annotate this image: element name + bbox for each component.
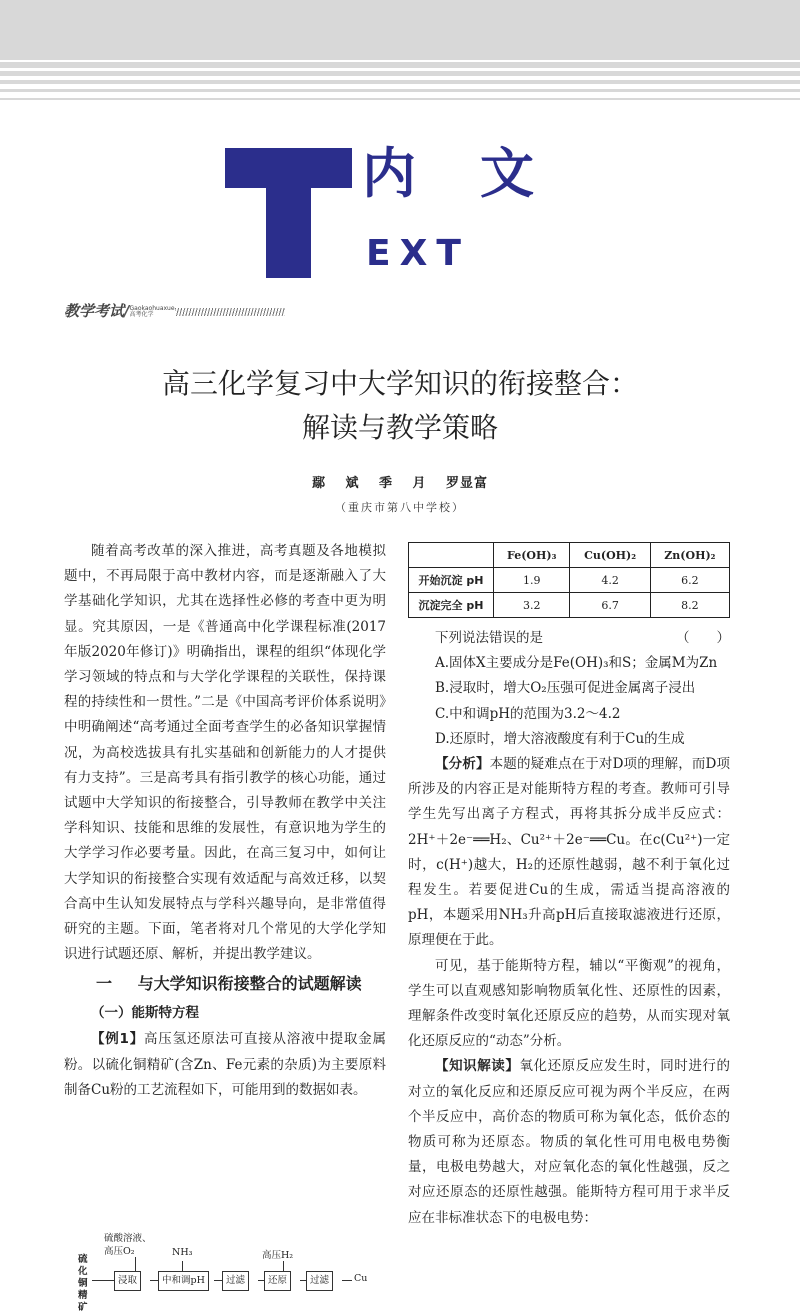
- analysis-text: 本题的疑难点在于对D项的理解，而D项所涉及的内容正是对能斯特方程的考查。教师可引导学生先写出离子方程式，再将其拆分成半反应式：2H⁺＋2e⁻══H₂、Cu²⁺＋2e⁻══Cu。在c(Cu²⁺)一定时，c(H⁺)越大，H₂的还原性越弱，越不利于氧化过程发生。若要促进Cu的生成，需适当提高溶液的pH，本题采用NH₃升高pH后直接取滤液进行还原，原理便在于此。: [408, 756, 730, 949]
- table-header-cell: Zn(OH)₂: [650, 543, 729, 568]
- table-cell: 6.7: [570, 593, 650, 618]
- article-title: [0, 362, 800, 450]
- flow-step-reduce: 还原: [264, 1271, 291, 1291]
- table-header-row: [409, 543, 730, 568]
- flow-step-filter-2: 过滤: [306, 1271, 333, 1291]
- knowledge-paragraph: [408, 1054, 730, 1230]
- example-paragraph: [64, 1027, 386, 1103]
- option-a: A.固体X主要成分是Fe(OH)₃和S；金属M为Zn: [435, 655, 718, 672]
- analysis-paragraph: [408, 752, 730, 954]
- subsection-heading: （一）能斯特方程: [91, 1005, 199, 1022]
- intro-paragraph: 随着高考改革的深入推进，高考真题及各地模拟题中，不再局限于高中教材内容，而是逐渐融入了大学基础化学知识，尤其在选择性必修的考查中更为明显。究其原因，一是《普通高中化学课程标准(2017年版2020年修订)》明确指出，课程的组织“体现化学学习领域的特点和与大学化学课程的关联性，保持课程的持续性和一贯性。”二是《中国高考评价体系说明》中明确阐述“高考通过全面考查学生的必备知识掌握情况，为高校选拔具有扎实基础和创新能力的人才提供有力支持”。三是高考具有指引教学的核心功能，通过试题中大学知识的衔接整合，引导教师在教学中关注学科知识、技能和思维的发展性，有意识地为学生的大学学习作必要考量。因此，在高三复习中，如何让大学知识的衔接整合实现有效适配与高效迁移，以契合高中生认知发展特点与学科兴趣导向，是非常值得研究的主题。下面，笔者将对几个常见的大学化学知识进行试题还原、解析，并提出教学建议。: [64, 543, 386, 963]
- row-label: 沉淀完全 pH: [409, 593, 494, 618]
- section-title: 与大学知识衔接整合的试题解读: [137, 974, 362, 994]
- table-cell: 4.2: [570, 568, 650, 593]
- option-b: B.浸取时，增大O₂压强可促进金属离子浸出: [435, 680, 696, 697]
- column-name: 教学考试: [64, 302, 125, 320]
- question-line: [408, 626, 730, 651]
- affiliation: （重庆市第八中学校）: [335, 501, 465, 514]
- table-header-cell: Cu(OH)₂: [570, 543, 650, 568]
- ph-data-table: [408, 542, 730, 618]
- table-cell: 8.2: [650, 593, 729, 618]
- question-text: 下列说法错误的是: [435, 630, 543, 646]
- authors: 鄢 斌 季 月 罗显富: [311, 476, 489, 491]
- option-d: D.还原时，增大溶液酸度有利于Cu的生成: [435, 730, 685, 747]
- example-label: 【例1】: [91, 1031, 145, 1048]
- section-heading: [64, 969, 386, 999]
- table-row: [409, 593, 730, 618]
- analysis-label: 【分析】: [435, 756, 490, 773]
- right-column: [408, 626, 730, 1231]
- flow-step-leach: 浸取: [114, 1271, 141, 1291]
- logo-en: EXT: [366, 233, 470, 274]
- flow-acid-label: 硫酸溶液、: [104, 1233, 152, 1244]
- summary-paragraph: 可见，基于能斯特方程，辅以“平衡观”的视角，学生可以直观感知影响物质氧化性、还原性的因素，理解条件改变时氧化还原反应的趋势，从而实现对氧化还原反应的“动态”分析。: [408, 957, 730, 1050]
- header-stripes: [0, 0, 800, 106]
- flow-nh3-label: NH₃: [172, 1247, 193, 1258]
- table-cell: 1.9: [494, 568, 570, 593]
- option-c: C.中和调pH的范围为3.2～4.2: [435, 705, 621, 722]
- section-number: 一: [96, 974, 113, 994]
- flow-product: Cu: [354, 1273, 368, 1284]
- column-header: 教学考试/Gaokaohuaxue 高考化学: [64, 300, 285, 321]
- logo-cn: 内文: [362, 142, 598, 205]
- logo-t-block: [225, 148, 352, 278]
- flow-h2-label: 高压H₂: [262, 1250, 294, 1261]
- row-label: 开始沉淀 pH: [409, 568, 494, 593]
- table-row: [409, 568, 730, 593]
- column-sub-en: Gaokaohuaxue: [129, 304, 175, 312]
- table-cell: 3.2: [494, 593, 570, 618]
- flow-step-neutralize: 中和调pH: [158, 1271, 209, 1291]
- flow-o2-label: 高压O₂: [104, 1246, 135, 1257]
- example-text: 高压氢还原法可直接从溶液中提取金属粉。以硫化铜精矿(含Zn、Fe元素的杂质)为主要原料制备Cu粉的工艺流程如下，可能用到的数据如表。: [64, 1031, 386, 1098]
- column-rule: [175, 308, 285, 316]
- title-line-2: 解读与教学策略: [301, 411, 498, 444]
- table-header-cell: Fe(OH)₃: [494, 543, 570, 568]
- left-column: [64, 539, 386, 1103]
- column-sub-cn: 高考化学: [129, 310, 154, 318]
- title-line-1: 高三化学复习中大学知识的衔接整合：: [161, 367, 638, 400]
- table-cell: 6.2: [650, 568, 729, 593]
- answer-bracket: （ ）: [676, 630, 730, 646]
- table-header-cell: [409, 543, 494, 568]
- process-flow-diagram: [78, 1232, 378, 1313]
- knowledge-text: 氧化还原反应发生时，同时进行的对立的氧化反应和还原反应可视为两个半反应，在两个半反应中，高价态的物质可称为氧化态，低价态的物质可称为还原态。物质的氧化性可用电极电势衡量，电极电势越大，对应氧化态的氧化性越强，反之对应还原态的还原性越强。能斯特方程可用于求半反应在非标准状态下的电极电势：: [408, 1058, 731, 1226]
- knowledge-label: 【知识解读】: [435, 1058, 520, 1075]
- flow-raw-material: 硫化铜精矿: [78, 1254, 88, 1313]
- flow-step-filter-1: 过滤: [222, 1271, 249, 1291]
